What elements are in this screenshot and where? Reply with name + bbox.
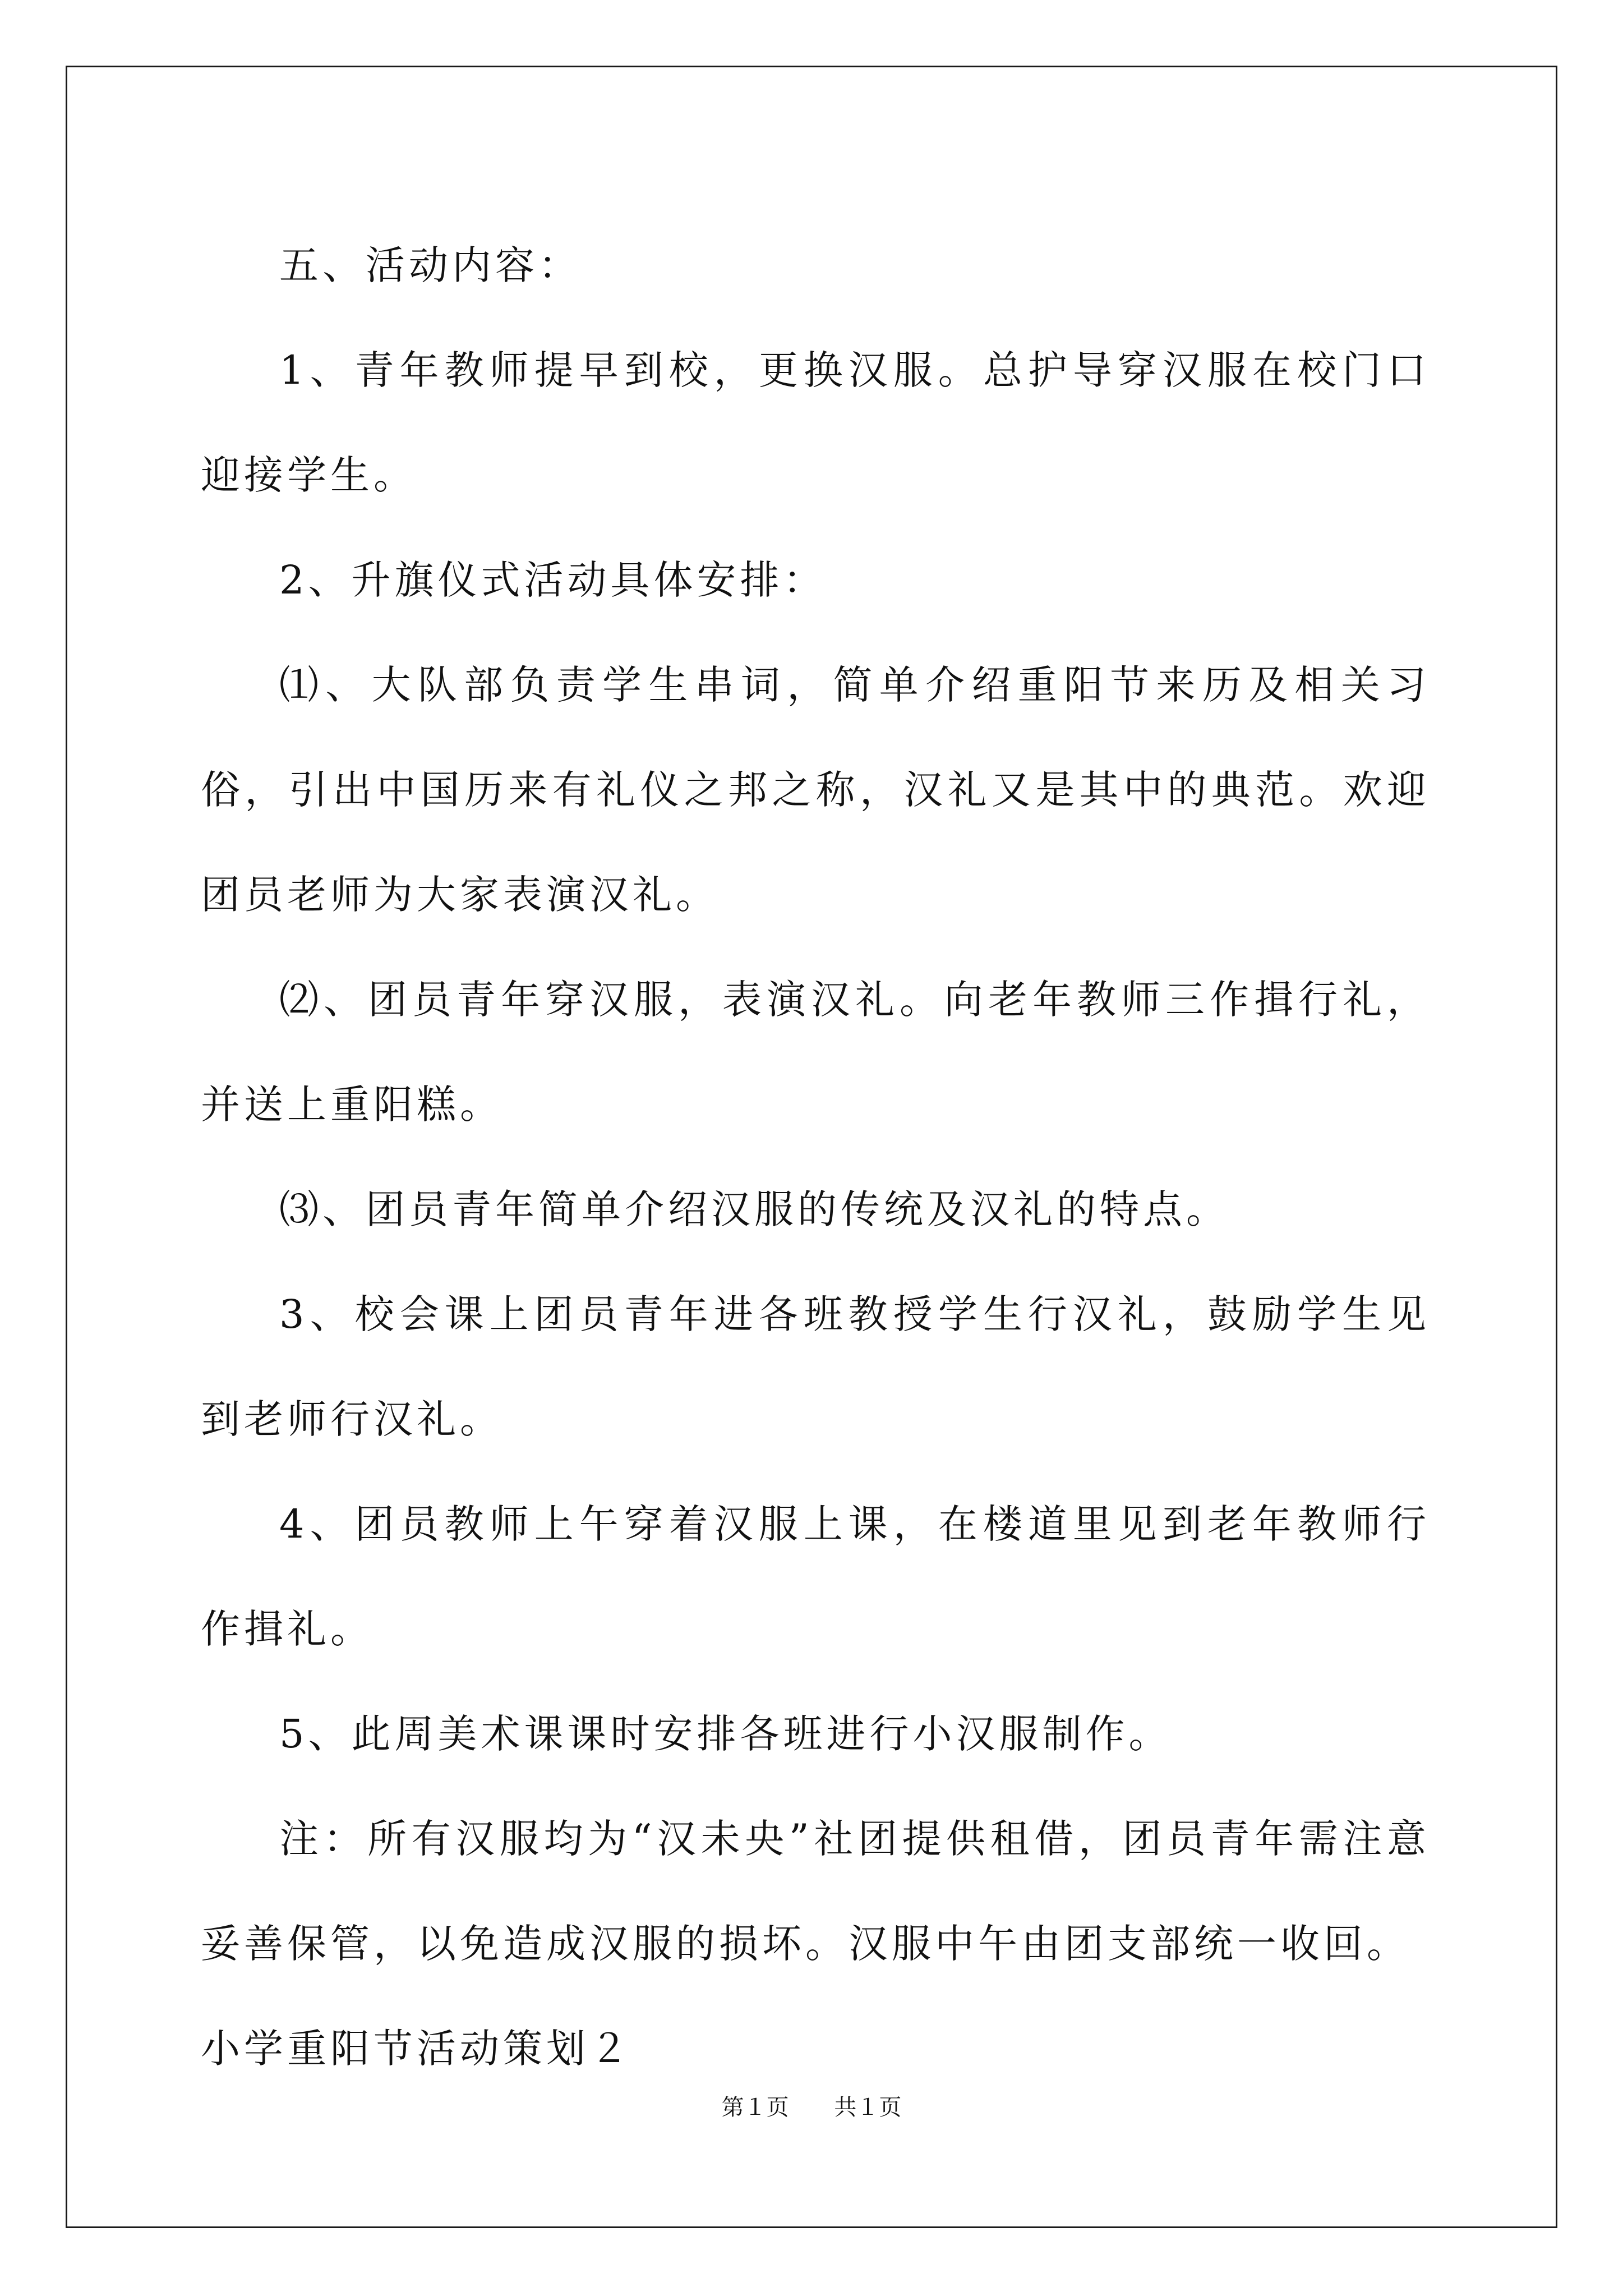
paragraph: ⑴、大队部负责学生串词，简单介绍重阳节来历及相关习俗，引出中国历来有礼仪之邦之称，汉礼又是其中的典范。欢迎团员老师为大家表演汉礼。 [201,662,1430,918]
paragraph: 4、团员教师上午穿着汉服上课，在楼道里见到老年教师行作揖礼。 [201,1501,1430,1652]
paragraph: 1、青年教师提早到校，更换汉服。总护导穿汉服在校门口迎接学生。 [201,347,1430,498]
paragraph: ⑶、团员青年简单介绍汉服的传统及汉礼的特点。 [279,1186,1229,1232]
paragraph: 3、校会课上团员青年进各班教授学生行汉礼，鼓励学生见到老师行汉礼。 [201,1291,1430,1442]
paragraph: ⑵、团员青年穿汉服，表演汉礼。向老年教师三作揖行礼，并送上重阳糕。 [201,977,1430,1128]
page-number-current: 第１页 [721,2095,789,2120]
document-body [201,213,1430,2101]
paragraph: 2、升旗仪式活动具体安排： [279,557,827,603]
page-number-total: 共１页 [834,2095,902,2120]
paragraph: 5、此周美术课课时安排各班进行小汉服制作。 [279,1711,1172,1757]
section-heading: 小学重阳节活动策划２ [201,2026,633,2072]
paragraph: 注：所有汉服均为“汉未央”社团提供租借，团员青年需注意妥善保管，以免造成汉服的损坏。汉服中午由团支部统一收回。 [201,1816,1430,1967]
paragraph: 五、活动内容： [279,242,582,288]
page-footer [0,2090,1623,2122]
